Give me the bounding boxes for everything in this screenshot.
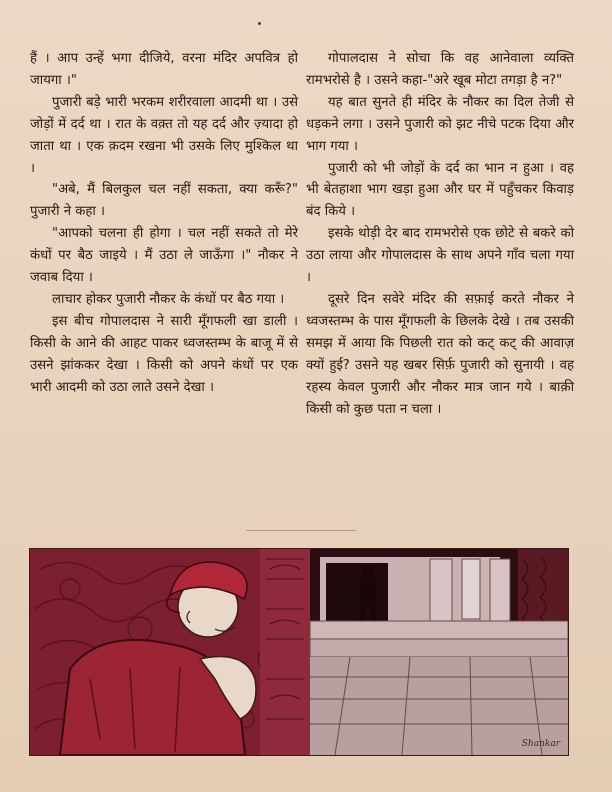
right-column-paragraph: गोपालदास ने सोचा कि वह आनेवाला व्यक्ति रामभरोसे है । उसने कहा-"अरे खूब मोटा तगड़ा है न?" bbox=[306, 51, 574, 88]
right-text-column bbox=[306, 48, 574, 420]
left-column-paragraph: पुजारी बड़े भारी भरकम शरीरवाला आदमी था । उसे जोड़ों में दर्द था । रात के वक़्त तो यह दर्द और ज़्यादा हो जाता था । एक क़दम रखना भी उसके लिए मुश्किल था । bbox=[30, 94, 298, 176]
section-divider bbox=[246, 530, 356, 531]
left-column-paragraph: हैं । आप उन्हें भगा दीजिये, वरना मंदिर अपवित्र हो जायगा ।" bbox=[30, 51, 298, 88]
left-column-paragraph: "अबे, मैं बिलकुल चल नहीं सकता, क्या करूँ?" पुजारी ने कहा । bbox=[30, 182, 298, 220]
story-illustration bbox=[29, 548, 569, 756]
right-column-paragraph: इसके थोड़ी देर बाद रामभरोसे एक छोटे से बकरे को उठा लाया और गोपालदास के साथ अपने गाँव चला गया । bbox=[306, 226, 574, 286]
right-column-paragraph: दूसरे दिन सवेरे मंदिर की सफ़ाई करते नौकर ने ध्वजस्तम्भ के पास मूँगफली के छिलके देखे । तब उसकी समझ में आया कि पिछली रात को कट् कट् की आवाज़ क्यों हुई? उसने यह खबर सिर्फ़ पुजारी को सुनायी । वह रहस्य केवल पुजारी और नौकर मात्र जान गये । बाक़ी किसी को कुछ पता न चला । bbox=[306, 291, 574, 417]
left-text-column bbox=[30, 48, 298, 399]
right-column-paragraph: पुजारी को भी जोड़ों के दर्द का भान न हुआ । वह भी बेतहाशा भाग खड़ा हुआ और घर में पहुँचकर किवाड़ बंद किये । bbox=[306, 160, 574, 220]
left-column-paragraph: इस बीच गोपालदास ने सारी मूँगफली खा डाली । किसी के आने की आहट पाकर ध्वजस्तम्भ के बाजू में से उसने झांककर देखा । किसी को अपने कंधों पर एक भारी आदमी को उठा लाते उसने देखा । bbox=[30, 313, 298, 395]
illustration-scene bbox=[30, 549, 568, 755]
right-column-paragraph: यह बात सुनते ही मंदिर के नौकर का दिल तेजी से धड़कने लगा । उसने पुजारी को झट नीचे पटक दिया और भाग गया । bbox=[306, 94, 574, 154]
left-column-paragraph: लाचार होकर पुजारी नौकर के कंधों पर बैठ गया । bbox=[52, 291, 285, 307]
print-dot bbox=[258, 22, 261, 25]
left-column-paragraph: "आपको चलना ही होगा । चल नहीं सकते तो मेरे कंधों पर बैठ जाइये । मैं उठा ले जाऊँगा ।" नौकर ने जवाब दिया । bbox=[30, 226, 298, 286]
artist-signature: Shankar bbox=[521, 739, 560, 749]
